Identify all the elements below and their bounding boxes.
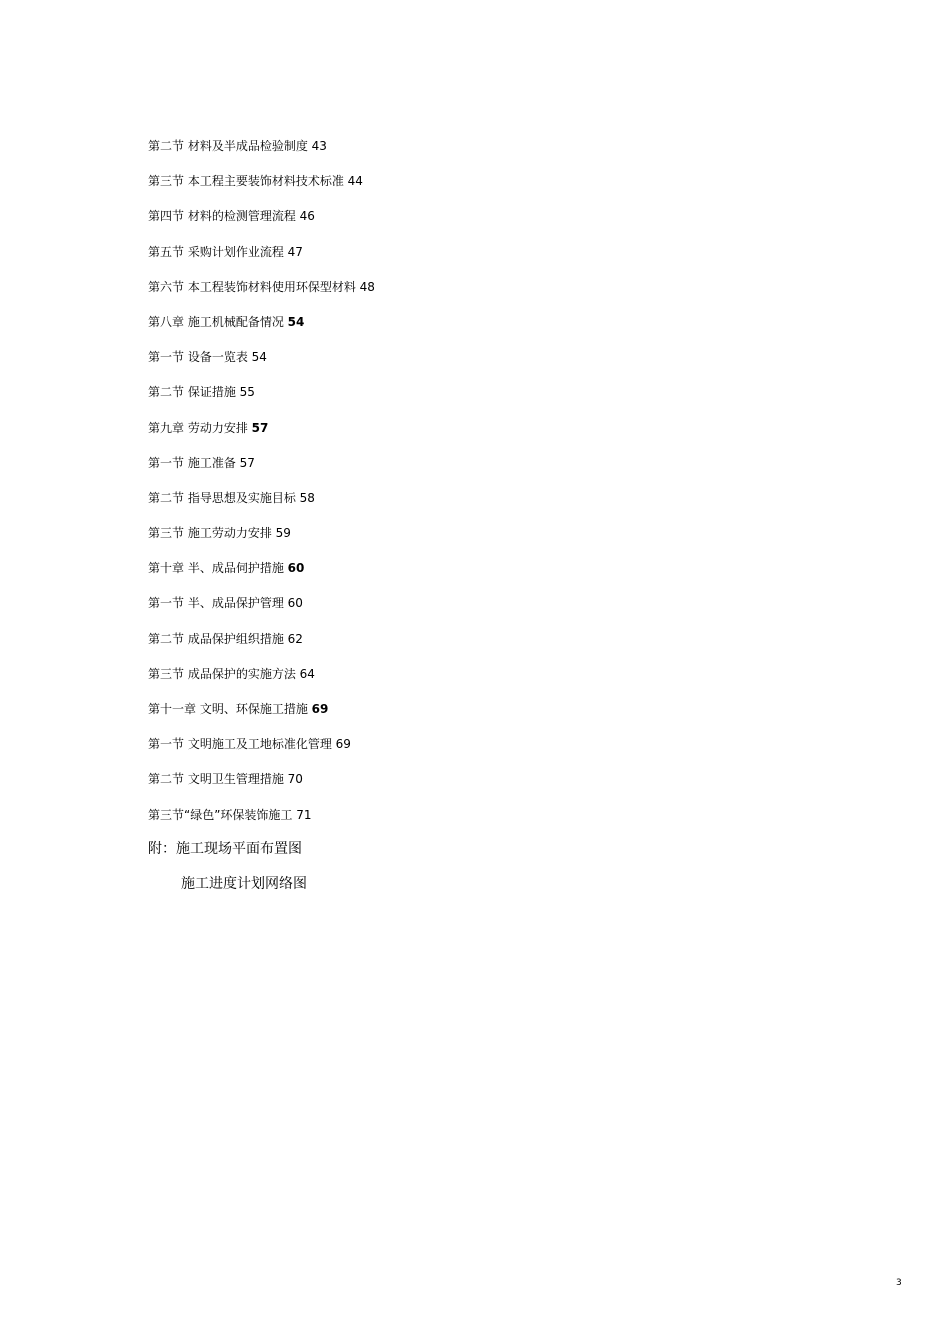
toc-entry-title: 第二节 文明卫生管理措施 (148, 772, 284, 787)
toc-entry-page: 62 (287, 631, 303, 646)
toc-entry-title: 第三节 成品保护的实施方法 (148, 666, 296, 681)
toc-section-entry (148, 277, 848, 312)
toc-entry-page: 57 (239, 455, 255, 470)
toc-entry-title: 第三节 施工劳动力安排 (148, 526, 272, 541)
toc-entry-page: 58 (299, 490, 315, 505)
toc-entry-title: 第十章 半、成品伺护措施 (148, 561, 284, 576)
toc-entry-page: 64 (299, 666, 315, 681)
toc-entry-title: 第五节 采购计划作业流程 (148, 244, 284, 259)
toc-section-entry (148, 629, 848, 664)
toc-entry-title: 第二节 成品保护组织措施 (148, 631, 284, 646)
toc-entry-page: 54 (251, 350, 267, 365)
appendix-schedule-network: 施工进度计划网络图 (181, 876, 307, 892)
toc-section-entry (148, 347, 848, 382)
toc-entry-page: 55 (239, 385, 255, 400)
toc-section-entry (148, 664, 848, 699)
toc-entry-page: 69 (311, 702, 329, 716)
toc-section-entry (148, 488, 848, 523)
toc-entry-page: 57 (251, 420, 269, 435)
toc-section-entry (148, 805, 848, 840)
toc-entry-title: 第八章 施工机械配备情况 (148, 314, 284, 329)
toc-section-entry (148, 206, 848, 241)
toc-entry-title: 第二节 指导思想及实施目标 (148, 490, 296, 505)
toc-entry-title: 第六节 本工程装饰材料使用环保型材料 (148, 279, 356, 294)
toc-section-entry (148, 593, 848, 628)
toc-chapter-entry (148, 312, 848, 347)
toc-section-entry (148, 734, 848, 769)
toc-section-entry (148, 769, 848, 804)
toc-entry-page: 54 (287, 314, 305, 329)
toc-entry-page: 71 (296, 807, 312, 822)
toc-entry-page: 70 (287, 772, 303, 787)
toc-entry-page: 59 (275, 526, 291, 541)
toc-entry-title: 第三节 本工程主要装饰材料技术标准 (148, 174, 344, 189)
toc-entry-page: 60 (287, 596, 303, 611)
toc-entry-page: 60 (287, 561, 305, 576)
appendix-site-plan: 附：施工现场平面布置图 (148, 841, 302, 857)
toc-section-entry (148, 453, 848, 488)
toc-chapter-entry (148, 418, 848, 453)
toc-entry-title: 第一节 文明施工及工地标准化管理 (148, 737, 332, 752)
toc-entry-page: 43 (311, 139, 327, 153)
appendix (148, 838, 648, 908)
toc-entry-page: 44 (347, 174, 363, 189)
toc-section-entry (148, 382, 848, 417)
toc-entry-page: 48 (359, 279, 375, 294)
page-number: 3 (896, 1278, 902, 1288)
toc-entry-title: 第十一章 文明、环保施工措施 (148, 702, 308, 716)
toc-entry-title: 第一节 半、成品保护管理 (148, 596, 284, 611)
toc-section-entry (148, 171, 848, 206)
toc-section-entry (148, 523, 848, 558)
toc-entry-page: 69 (335, 737, 351, 752)
toc-entry-title: 第四节 材料的检测管理流程 (148, 209, 296, 224)
toc-entry-page: 47 (287, 244, 303, 259)
toc-chapter-entry (148, 699, 848, 734)
toc-section-entry (148, 136, 848, 171)
toc-section-entry (148, 242, 848, 277)
toc-entry-title: 第九章 劳动力安排 (148, 420, 248, 435)
toc-entry-title: 第二节 保证措施 (148, 385, 236, 400)
toc-entry-page: 46 (299, 209, 315, 224)
toc-chapter-entry (148, 558, 848, 593)
toc-entry-title: 第一节 施工准备 (148, 455, 236, 470)
table-of-contents (148, 136, 848, 840)
toc-entry-title: 第三节“绿色”环保装饰施工 (148, 807, 293, 822)
toc-entry-title: 第二节 材料及半成品检验制度 (148, 139, 308, 153)
toc-entry-title: 第一节 设备一览表 (148, 350, 248, 365)
